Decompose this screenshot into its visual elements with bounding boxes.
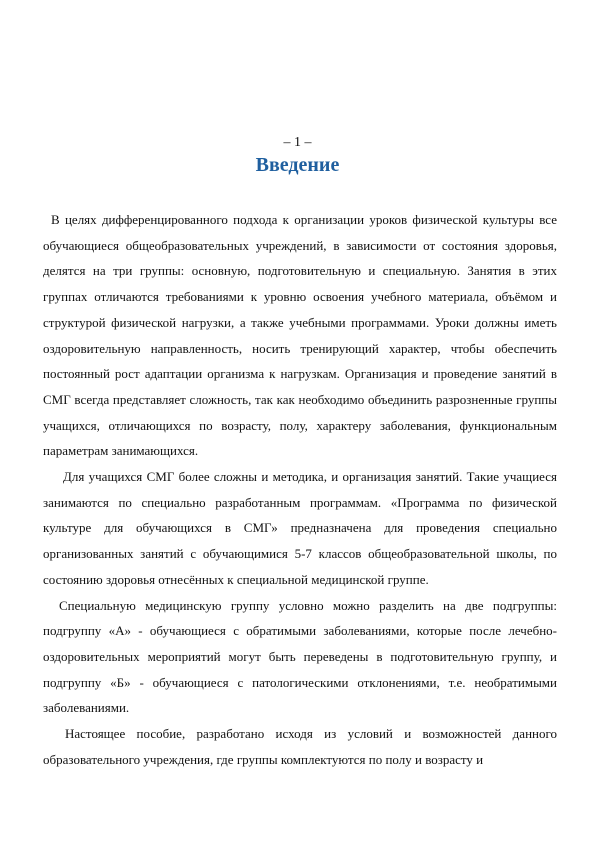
- page-number: – 1 –: [283, 135, 312, 150]
- paragraph: Специальную медицинскую группу условно можно разделить на две подгруппы: подгруппу «А» - обучающиеся с обратимыми заболеваниями, которые после лечебно-оздоровительных мероприятий могут быть переведены в подготовительную группу, и подгруппу «Б» - обучающиеся с патологическими отклонениями, т.е. необратимыми заболеваниями.: [43, 597, 557, 716]
- paragraph: Для учащихся СМГ более сложны и методика, и организация занятий. Такие учащиеся занимаются по специально разработанным программам. «Программа по физической культуре для обучающихся в СМГ» предназначена для проведения специально организованных занятий с обучающимися 5-7 классов общеобразовательной школы, по состоянию здоровья отнесённых к специальной медицинской группе.: [43, 469, 557, 587]
- page-title: Введение: [255, 154, 340, 176]
- body-text: [43, 207, 557, 772]
- paragraph: Настоящее пособие, разработано исходя из условий и возможностей данного образовательного учреждения, где группы комплектуются по полу и возрасту и: [43, 726, 557, 767]
- paragraph: В целях дифференцированного подхода к организации уроков физической культуры все обучающиеся общеобразовательных учреждений, в зависимости от состояния здоровья, делятся на три группы: основную, подготовительную и специальную. Занятия в этих группах отличаются требованиями к уровню освоения учебного материала, объёмом и структурой физической нагрузки, а также учебными программами. Уроки должны иметь оздоровительную направленность, носить тренирующий характер, чтобы обеспечить постоянный рост адаптации организма к нагрузкам. Организация и проведение занятий в СМГ всегда представляет сложность, так как необходимо объединить разрозненные группы учащихся, отличающихся по возрасту, полу, характеру заболевания, функциональным параметрам занимающихся.: [43, 212, 557, 459]
